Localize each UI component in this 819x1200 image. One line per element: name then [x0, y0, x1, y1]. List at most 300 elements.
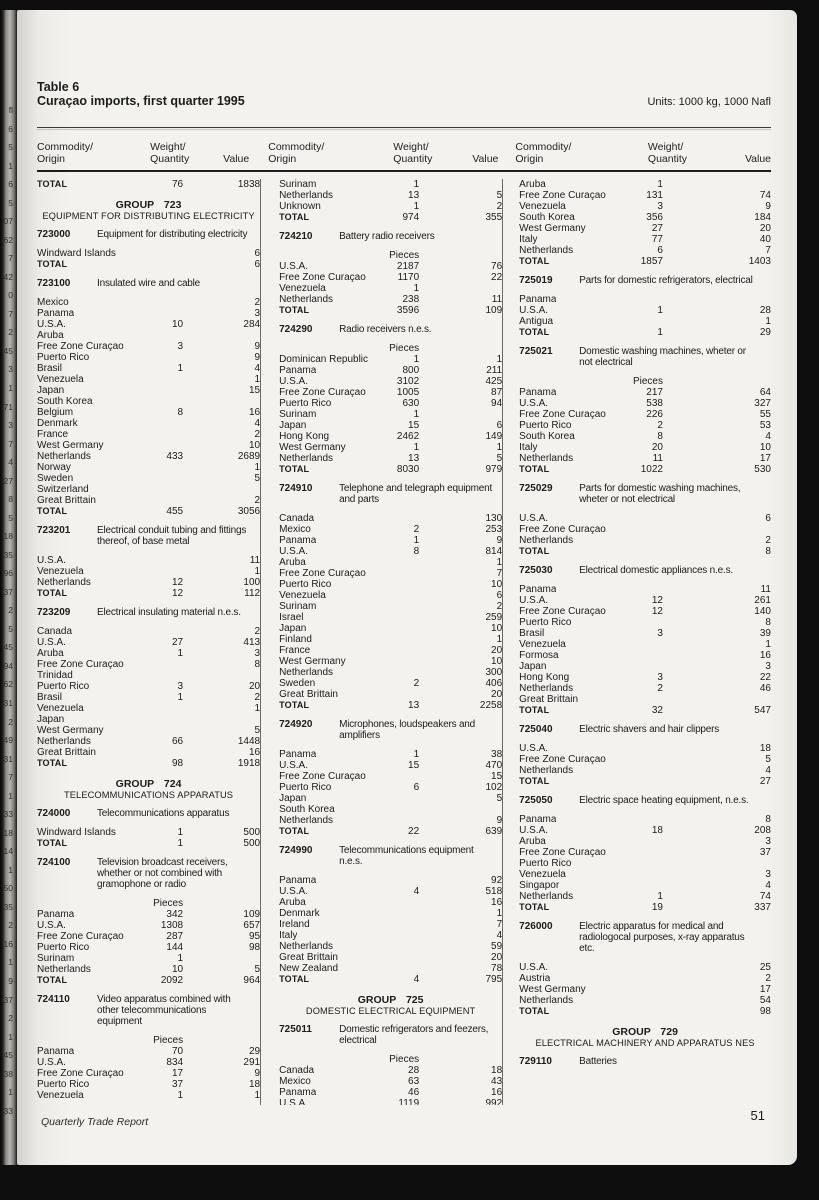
value-cell: 3 — [765, 869, 771, 880]
quantity-cell: 356 — [646, 212, 663, 223]
value-cell: 9 — [254, 352, 261, 363]
data-row — [279, 409, 502, 420]
edge-text-fragment: 62 — [3, 234, 13, 245]
facing-page-text-fragments — [0, 106, 13, 1116]
commodity-cell: Free Zone Curaçao — [37, 341, 124, 352]
value-cell: 74 — [759, 891, 771, 902]
column-header-set — [37, 141, 249, 165]
value-cell: 259 — [485, 612, 503, 623]
commodity-code: 724910 — [279, 483, 313, 494]
commodity-description: Electrical insulating material n.e.s. — [97, 607, 241, 618]
commodity-cell: TOTAL — [519, 902, 550, 912]
edge-text-fragment: 94 — [3, 660, 13, 671]
commodity-item — [519, 724, 771, 735]
data-row — [279, 557, 502, 568]
value-cell: 74 — [759, 190, 771, 201]
value-cell — [419, 804, 502, 815]
quantity-cell: 1170 — [397, 272, 420, 283]
data-row — [37, 920, 260, 931]
total-row — [519, 1006, 771, 1017]
value-cell — [419, 283, 502, 294]
commodity-cell: Panama — [519, 814, 557, 825]
quantity-cell — [74, 308, 183, 319]
commodity-cell: Venezuela — [37, 1090, 84, 1101]
commodity-description: Telecommunications equipment n.e.s. — [339, 845, 474, 867]
quantity-cell: 32 — [651, 705, 663, 716]
value-cell: 27 — [759, 776, 771, 787]
quantity-cell: 1 — [413, 283, 420, 294]
quantity-cell — [559, 650, 663, 661]
value-cell: 814 — [485, 546, 503, 557]
unit-row — [519, 376, 771, 387]
edge-text-fragment: fl — [8, 105, 13, 115]
data-row — [519, 836, 771, 847]
commodity-cell: Hong Kong — [279, 431, 330, 442]
value-header: Value — [223, 153, 250, 165]
commodity-cell: Austria — [519, 973, 551, 984]
data-row — [279, 897, 502, 908]
quantity-cell: 1 — [413, 749, 420, 760]
total-row — [37, 758, 260, 769]
value-cell: 20 — [491, 952, 503, 963]
commodity-cell: TOTAL — [519, 327, 550, 337]
edge-text-fragment: 2 — [8, 920, 13, 931]
value-cell: 3 — [254, 648, 261, 659]
quantity-cell: 10 — [171, 964, 184, 975]
commodity-item — [279, 719, 502, 741]
quantity-cell — [546, 661, 663, 672]
commodity-description: Video apparatus combined with other telecommunications equipment — [97, 994, 231, 1027]
quantity-cell — [549, 776, 663, 787]
data-row — [519, 245, 771, 256]
header-rule-heavy — [37, 170, 771, 172]
quantity-cell: 3 — [657, 628, 663, 639]
value-cell: 16 — [248, 747, 261, 758]
commodity-code: 729110 — [519, 1056, 552, 1067]
quantity-cell: 4 — [413, 886, 420, 897]
commodity-description: Telephone and telegraph equipment and parts — [339, 483, 493, 505]
commodity-cell: Antigua — [519, 316, 554, 327]
data-row — [519, 223, 771, 234]
data-row — [279, 952, 502, 963]
commodity-description: Electric space heating equipment, n.e.s. — [579, 795, 749, 806]
quantity-cell — [89, 484, 183, 495]
total-row — [279, 700, 502, 711]
value-cell: 20 — [491, 689, 503, 700]
edge-text-fragment: 1 — [8, 1087, 13, 1098]
data-row — [37, 931, 260, 942]
quantity-cell: 11 — [652, 453, 663, 464]
data-row — [519, 513, 771, 524]
commodity-cell: TOTAL — [519, 1006, 550, 1016]
data-row — [37, 1057, 260, 1068]
commodity-cell: Free Zone Curaçao — [37, 931, 124, 942]
data-row — [519, 847, 771, 858]
value-cell: 5 — [254, 725, 261, 736]
value-header: Value — [744, 153, 772, 165]
value-cell: 795 — [485, 974, 503, 985]
value-cell: 6 — [765, 513, 771, 524]
table-column-2 — [260, 179, 502, 1105]
data-row — [279, 590, 502, 601]
data-row — [279, 793, 502, 804]
quantity-cell: 12 — [171, 588, 184, 599]
value-cell: 3 — [254, 308, 261, 319]
value-cell: 18 — [759, 743, 771, 754]
quantity-cell: 4 — [413, 974, 420, 985]
commodity-cell: Free Zone Curaçao — [279, 272, 366, 283]
commodity-cell: Japan — [279, 793, 307, 804]
quantity-cell: 3 — [657, 672, 663, 683]
unit-label: Pieces — [389, 343, 420, 354]
value-cell: 20 — [248, 681, 261, 692]
quantity-cell — [96, 747, 183, 758]
value-cell: 17 — [759, 984, 771, 995]
data-row — [279, 524, 502, 535]
commodity-cell: South Korea — [519, 431, 575, 442]
data-row — [37, 725, 260, 736]
value-cell: 22 — [491, 272, 503, 283]
weight-header: Weight/ Quantity — [393, 141, 433, 165]
value-cell: 291 — [243, 1057, 261, 1068]
commodity-code: 724920 — [279, 719, 313, 730]
table-caption: Curaçao imports, first quarter 1995 — [37, 94, 245, 108]
data-row — [279, 782, 502, 793]
value-cell: 15 — [491, 771, 503, 782]
commodity-item — [519, 275, 771, 286]
quantity-cell: 1 — [413, 409, 420, 420]
commodity-item — [37, 857, 260, 890]
rows-block — [279, 354, 502, 475]
value-cell — [663, 524, 771, 535]
edge-text-fragment: 35 — [3, 901, 13, 912]
data-row — [37, 1090, 260, 1101]
commodity-cell: Free Zone Curaçao — [519, 190, 606, 201]
commodity-description: Equipment for distributing electricity — [97, 229, 248, 240]
quantity-cell: 37 — [171, 1079, 184, 1090]
quantity-cell — [556, 584, 663, 595]
commodity-cell: Mexico — [279, 524, 311, 535]
commodity-cell: Free Zone Curaçao — [519, 606, 606, 617]
value-cell: 1 — [496, 908, 503, 919]
quantity-cell: 76 — [171, 179, 184, 190]
data-row — [279, 179, 502, 190]
edge-text-fragment: 0 — [8, 290, 13, 301]
value-cell: 10 — [491, 579, 503, 590]
commodity-cell: Canada — [279, 1065, 315, 1076]
commodity-code: 724990 — [279, 845, 313, 856]
group-name: ELECTRICAL MACHINERY AND APPARATUS NES — [535, 1038, 755, 1048]
quantity-cell — [73, 473, 183, 484]
commodity-description: Battery radio receivers — [339, 231, 435, 242]
value-cell — [419, 1054, 502, 1065]
data-row — [519, 524, 771, 535]
commodity-item — [279, 845, 502, 867]
quantity-cell: 8 — [413, 546, 420, 557]
value-cell: 337 — [754, 902, 771, 913]
edge-text-fragment: 31 — [3, 698, 13, 708]
quantity-cell: 3 — [177, 681, 184, 692]
value-cell: 1 — [254, 1090, 261, 1101]
data-row — [279, 815, 502, 826]
rows-block — [519, 743, 771, 787]
value-cell: 76 — [491, 261, 503, 272]
value-cell: 2 — [254, 495, 261, 506]
commodity-cell: Italy — [279, 930, 298, 941]
quantity-cell — [338, 963, 419, 974]
value-cell: 4 — [254, 418, 261, 429]
data-row — [279, 760, 502, 771]
data-row — [519, 409, 771, 420]
commodity-cell: U.S.A. — [519, 743, 549, 754]
commodity-item — [519, 346, 771, 368]
value-cell: 109 — [243, 909, 261, 920]
quantity-cell: 3596 — [396, 305, 420, 316]
quantity-cell: 342 — [166, 909, 184, 920]
value-cell: 1448 — [237, 736, 261, 747]
quantity-cell — [366, 568, 419, 579]
commodity-code: 723201 — [37, 525, 71, 536]
unit-row — [279, 1054, 502, 1065]
data-row — [279, 387, 502, 398]
value-cell: 10 — [491, 623, 503, 634]
edge-text-fragment: 8 — [8, 494, 13, 505]
data-row — [279, 804, 502, 815]
value-cell: 15 — [248, 385, 261, 396]
commodity-cell: TOTAL — [519, 464, 550, 474]
commodity-item — [519, 483, 771, 505]
unit-label: Pieces — [389, 1054, 420, 1065]
commodity-item — [519, 795, 771, 806]
data-row — [279, 941, 502, 952]
value-cell: 55 — [759, 409, 771, 420]
total-row — [37, 588, 260, 599]
value-cell: 7 — [496, 568, 503, 579]
edge-text-fragment: 45 — [3, 345, 13, 356]
value-cell: 16 — [759, 650, 771, 661]
commodity-cell: U.S.A. — [279, 376, 308, 387]
commodity-cell: France — [279, 645, 311, 656]
data-row — [37, 692, 260, 703]
quantity-cell — [93, 396, 183, 407]
data-row — [519, 694, 771, 705]
commodity-cell: Puerto Rico — [37, 1079, 90, 1090]
value-cell: 130 — [485, 513, 503, 524]
commodity-cell: Puerto Rico — [37, 942, 90, 953]
value-cell: 3 — [765, 661, 771, 672]
data-row — [519, 639, 771, 650]
edge-text-fragment: 38 — [3, 1068, 13, 1079]
value-cell: 4 — [765, 431, 771, 442]
quantity-cell — [312, 634, 419, 645]
total-row — [37, 259, 260, 270]
value-cell: 18 — [491, 1065, 503, 1076]
value-cell: 18 — [248, 1079, 261, 1090]
commodity-description: Electric apparatus for medical and radiologocal purposes, x-ray apparatus etc. — [579, 921, 745, 954]
report-page — [17, 10, 797, 1165]
quantity-cell: 287 — [166, 931, 184, 942]
commodity-cell: Venezuela — [279, 283, 326, 294]
edge-text-fragment: 5 — [8, 623, 13, 634]
total-row — [37, 838, 260, 849]
group-heading — [279, 994, 502, 1017]
quantity-cell — [548, 962, 663, 973]
data-row — [519, 190, 771, 201]
data-row — [37, 577, 260, 588]
total-row — [279, 212, 502, 223]
commodity-item — [37, 278, 260, 289]
commodity-cell: Japan — [37, 385, 65, 396]
commodity-cell: France — [37, 429, 69, 440]
data-row — [37, 473, 260, 484]
quantity-cell: 2092 — [160, 975, 184, 986]
quantity-cell: 1 — [177, 648, 184, 659]
edge-text-fragment: 50 — [3, 883, 13, 894]
data-row — [279, 398, 502, 409]
commodity-cell: Aruba — [519, 179, 546, 190]
commodity-cell: U.S.A. — [519, 398, 549, 409]
value-cell — [663, 694, 771, 705]
commodity-cell: South Korea — [279, 804, 335, 815]
data-row — [37, 319, 260, 330]
rows-block — [37, 555, 260, 599]
value-cell — [183, 670, 260, 681]
commodity-cell: Formosa — [519, 650, 559, 661]
value-cell: 2 — [254, 297, 261, 308]
commodity-cell: West Germany — [519, 984, 586, 995]
total-row — [279, 464, 502, 475]
page-number: 51 — [750, 1108, 765, 1123]
quantity-cell: 455 — [166, 506, 184, 517]
commodity-cell: Netherlands — [519, 453, 574, 464]
value-cell: 1918 — [237, 758, 261, 769]
quantity-cell — [546, 836, 663, 847]
value-cell — [663, 179, 771, 190]
commodity-code: 725030 — [519, 565, 553, 576]
value-cell: 78 — [491, 963, 503, 974]
quantity-cell — [64, 330, 183, 341]
quantity-cell: 8030 — [396, 464, 420, 475]
commodity-cell: Aruba — [37, 648, 64, 659]
commodity-cell: TOTAL — [519, 705, 550, 715]
quantity-cell — [104, 725, 184, 736]
commodity-cell: Panama — [519, 294, 557, 305]
value-cell: 2 — [496, 201, 503, 212]
data-row — [519, 650, 771, 661]
value-cell — [663, 858, 771, 869]
value-cell: 46 — [759, 683, 771, 694]
column-headers — [37, 141, 771, 165]
table-number: Table 6 — [37, 80, 80, 94]
data-row — [519, 743, 771, 754]
edge-text-fragment: 6 — [8, 179, 13, 190]
data-row — [519, 431, 771, 442]
value-cell: 5 — [496, 453, 503, 464]
value-cell: 964 — [243, 975, 261, 986]
edge-text-fragment: 6 — [8, 123, 13, 134]
commodity-cell: Mexico — [279, 1076, 311, 1087]
quantity-cell: 12 — [171, 577, 184, 588]
commodity-cell: Windward Islands — [37, 827, 116, 838]
value-cell: 149 — [485, 431, 503, 442]
commodity-cell: U.S.A. — [37, 920, 66, 931]
commodity-item — [37, 994, 260, 1027]
data-row — [519, 212, 771, 223]
unit-row — [37, 898, 260, 909]
commodity-cell: U.S.A. — [37, 637, 66, 648]
value-cell: 3 — [765, 836, 771, 847]
commodity-cell: West Germany — [37, 440, 104, 451]
data-row — [37, 308, 260, 319]
edge-text-fragment: 9 — [8, 975, 13, 986]
commodity-cell: Netherlands — [279, 294, 333, 305]
value-cell: 98 — [248, 942, 261, 953]
commodity-cell: U.S.A. — [519, 305, 549, 316]
commodity-cell: Netherlands — [519, 765, 574, 776]
value-cell: 7 — [496, 919, 503, 930]
value-cell: 8 — [254, 659, 261, 670]
quantity-cell: 1857 — [640, 256, 663, 267]
commodity-cell: Free Zone Curaçao — [519, 754, 606, 765]
data-row — [37, 1068, 260, 1079]
quantity-cell — [66, 555, 183, 566]
commodity-cell: U.S.A. — [519, 595, 549, 606]
value-cell: 11 — [760, 584, 771, 595]
commodity-cell: TOTAL — [519, 776, 550, 786]
value-cell: 4 — [496, 930, 503, 941]
data-row — [279, 420, 502, 431]
quantity-cell: 800 — [402, 365, 420, 376]
edge-text-fragment: 3 — [8, 420, 13, 431]
rows-block — [279, 179, 502, 223]
data-row — [279, 656, 502, 667]
commodity-code: 726000 — [519, 921, 553, 932]
value-cell: 6 — [254, 248, 261, 259]
data-row — [37, 396, 260, 407]
quantity-cell — [68, 429, 183, 440]
quantity-cell: 2 — [413, 678, 420, 689]
commodity-cell: Puerto Rico — [519, 617, 572, 628]
quantity-cell: 27 — [171, 637, 184, 648]
rows-block — [519, 387, 771, 475]
value-cell: 9 — [254, 1068, 261, 1079]
data-row — [279, 689, 502, 700]
quantity-cell: 1 — [177, 953, 184, 964]
quantity-cell — [550, 973, 663, 984]
data-row — [279, 771, 502, 782]
data-row — [519, 442, 771, 453]
quantity-cell: 18 — [651, 825, 663, 836]
data-row — [519, 595, 771, 606]
value-cell: 1 — [496, 354, 503, 365]
data-row — [279, 272, 502, 283]
data-row — [37, 374, 260, 385]
total-row — [519, 705, 771, 716]
quantity-cell: 12 — [651, 606, 663, 617]
data-row — [519, 535, 771, 546]
commodity-cell: TOTAL — [279, 974, 310, 984]
quantity-cell: 19 — [651, 902, 663, 913]
commodity-cell: Venezuela — [519, 201, 566, 212]
total-row — [519, 546, 771, 557]
quantity-cell — [326, 590, 419, 601]
commodity-cell: TOTAL — [37, 758, 68, 768]
data-row — [519, 387, 771, 398]
data-row — [279, 453, 502, 464]
value-cell — [663, 376, 771, 387]
quantity-cell — [84, 374, 183, 385]
data-row — [279, 535, 502, 546]
